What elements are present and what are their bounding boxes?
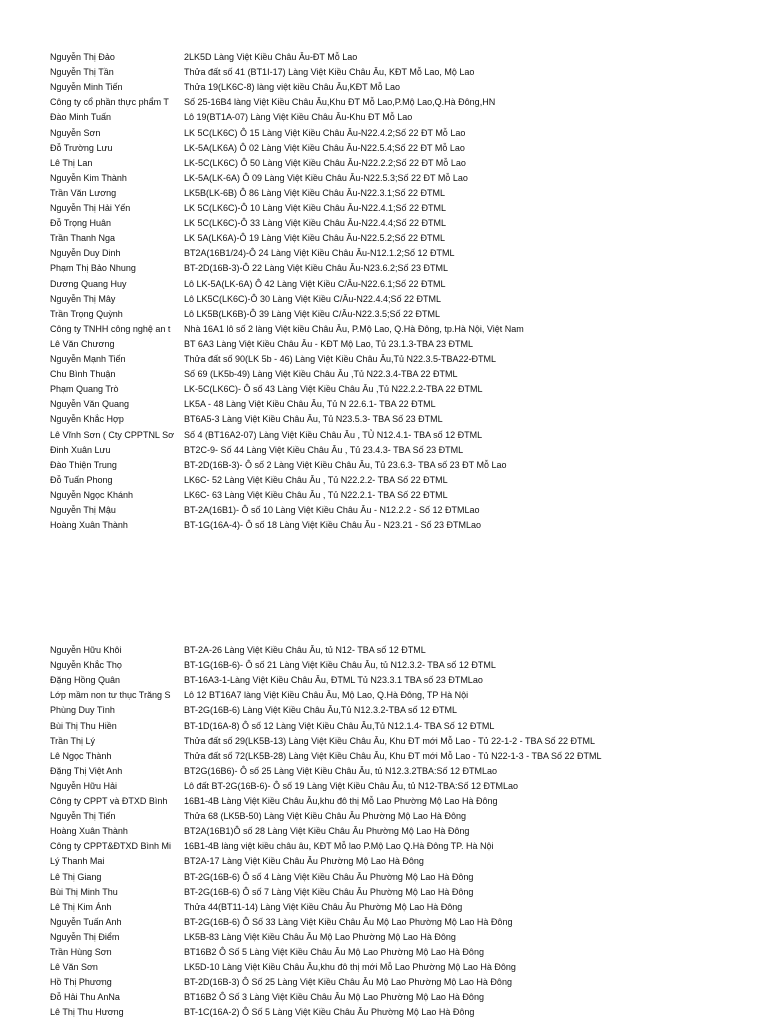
record-row [0, 248, 768, 262]
record-row [0, 781, 768, 795]
customer-name: Nguyễn Hữu Khôi [50, 645, 122, 655]
record-row [0, 218, 768, 232]
record-row [0, 705, 768, 719]
customer-name: Nguyễn Thị Tiến [50, 811, 116, 822]
customer-address: BT2G(16B6)- Ô số 25 Làng Việt Kiều Châu Âu, tủ N12.3.2TBA:Số 12 ĐTMLao [184, 765, 498, 776]
customer-name: Đinh Xuân Lưu [50, 444, 111, 455]
record-row [0, 645, 768, 659]
customer-name: Đỗ Trọng Huân [50, 218, 112, 229]
record-row [0, 841, 768, 855]
record-row [0, 82, 768, 96]
record-row [0, 932, 768, 946]
record-row [0, 233, 768, 247]
customer-address: Thửa đất số 72(LK5B-28) Làng Việt Kiều Châu Âu, Khu ĐT mới Mỗ Lao - Tủ N22-1-3 - TBA Số 22 ĐTML [184, 750, 602, 761]
customer-address: LK 5C(LK6C)-Ô 10 Làng Việt Kiều Châu Âu-N22.4.1;Số 22 ĐTML [184, 203, 446, 213]
customer-name: Công ty CPPT và ĐTXD Bình [50, 796, 168, 806]
customer-address: BT 6A3 Làng Việt Kiều Châu Âu - KĐT Mộ Lao, Tủ 23.1.3-TBA 23 ĐTML [184, 338, 473, 349]
record-row [0, 369, 768, 383]
customer-address: LK5D-10 Làng Việt Kiều Châu Âu,khu đô thị mới Mỗ Lao Phường Mộ Lao Hà Đông [184, 962, 516, 973]
record-row [0, 721, 768, 735]
record-row [0, 279, 768, 293]
customer-name: Nguyễn Văn Quang [50, 399, 130, 410]
customer-address: LK-5A(LK-6A) Ô 09 Làng Việt Kiều Châu Âu-N22.5.3;Số 22 ĐT Mỗ Lao [184, 172, 468, 183]
record-row [0, 992, 768, 1006]
customer-address: BT-2D(16B-3) Ô Số 25 Làng Việt Kiều Châu Âu Mộ Lao Phường Mộ Lao Hà Đông [184, 977, 512, 988]
record-row [0, 475, 768, 489]
customer-address: BT-2D(16B-3)-Ô 22 Làng Việt Kiều Châu Âu-N23.6.2;Số 23 ĐTML [184, 263, 448, 274]
record-row [0, 112, 768, 126]
record-row [0, 826, 768, 840]
customer-address: LK 5A(LK6A)-Ô 19 Làng Việt Kiều Châu Âu-N22.5.2;Số 22 ĐTML [184, 233, 445, 244]
customer-name: Nguyễn Thị Mây [50, 293, 116, 304]
customer-name: Bùi Thị Minh Thu [50, 886, 118, 897]
customer-name: Nguyễn Tuấn Anh [50, 916, 122, 927]
customer-address: BT-1D(16A-8) Ô số 12 Làng Việt Kiều Châu Âu,Tủ N12.1.4- TBA Số 12 ĐTML [184, 720, 495, 731]
customer-address: Lô LK5C(LK6C)-Ô 30 Làng Việt Kiều C/Âu-N22.4.4;Số 22 ĐTML [184, 293, 441, 304]
record-row [0, 856, 768, 870]
customer-address: BT-1C(16A-2) Ô Số 5 Làng Việt Kiều Châu Âu Phường Mộ Lao Hà Đông [184, 1007, 475, 1018]
customer-name: Nguyễn Duy Dinh [50, 248, 121, 259]
record-row [0, 675, 768, 689]
customer-address: LK-5A(LK6A) Ô 02 Làng Việt Kiều Châu Âu-N22.5.4;Số 22 ĐT Mỗ Lao [184, 142, 465, 153]
record-row [0, 977, 768, 991]
customer-address: BT-1G(16A-4)- Ô số 18 Làng Việt Kiều Châu Âu - N23.21 - Số 23 ĐTMLao [184, 520, 481, 531]
customer-address: BT16B2 Ô Số 3 Làng Việt Kiều Châu Âu Mộ Lao Phường Mộ Lao Hà Đông [184, 992, 484, 1003]
customer-address: BT2A-17 Làng Việt Kiều Châu Âu Phường Mộ Lao Hà Đông [184, 856, 424, 867]
customer-name: Nguyễn Kim Thành [50, 172, 127, 183]
customer-address: 16B1-4B Làng Việt Kiều Châu Âu,khu đô thị Mỗ Lao Phường Mộ Lao Hà Đông [184, 796, 498, 806]
record-row [0, 97, 768, 111]
customer-name: Phạm Thị Bảo Nhung [50, 263, 136, 274]
customer-name: Trần Thị Lý [50, 735, 96, 746]
record-row [0, 505, 768, 519]
customer-name: Đặng Hồng Quân [50, 675, 121, 686]
customer-address: Nhà 16A1 lô số 2 làng Việt kiều Châu Âu, P.Mộ Lao, Q.Hà Đông, tp.Hà Nội, Việt Nam [184, 323, 524, 334]
customer-name: Công ty cổ phần thực phẩm T [50, 97, 169, 108]
customer-address: BT-2G(16B-6) Làng Việt Kiều Châu Âu,Tủ N12.3.2-TBA số 12 ĐTML [184, 705, 457, 716]
customer-address: LK 5C(LK6C)-Ô 33 Làng Việt Kiều Châu Âu-N22.4.4;Số 22 ĐTML [184, 218, 446, 229]
customer-name: Lê Thị Lan [50, 157, 93, 168]
customer-name: Nguyễn Ngọc Khánh [50, 489, 134, 500]
customer-name: Nguyễn Thị Hải Yến [50, 203, 131, 213]
record-row [0, 143, 768, 157]
record-row [0, 872, 768, 886]
customer-name: Dương Quang Huy [50, 278, 127, 289]
record-row [0, 384, 768, 398]
customer-name: Đỗ Hải Thu AnNa [50, 992, 120, 1003]
customer-address: Thửa đất số 41 (BT1I-17) Làng Việt Kiều Châu Âu, KĐT Mỗ Lao, Mộ Lao [184, 67, 475, 78]
customer-address: BT-2D(16B-3)- Ô số 2 Làng Việt Kiều Châu Âu, Tủ 23.6.3- TBA số 23 ĐT Mỗ Lao [184, 459, 507, 470]
customer-name: Hoàng Xuân Thành [50, 826, 128, 837]
customer-name: Trần Văn Lương [50, 187, 117, 198]
customer-name: Hồ Thị Phương [50, 977, 112, 988]
record-row [0, 520, 768, 534]
record-row [0, 947, 768, 961]
record-row [0, 399, 768, 413]
record-row [0, 766, 768, 780]
record-row [0, 751, 768, 765]
customer-name: Lê Thị Kim Ánh [50, 901, 112, 912]
customer-name: Nguyễn Khắc Hợp [50, 414, 124, 425]
customer-address: BT2A(16B1/24)-Ô 24 Làng Việt Kiều Châu Âu-N12.1.2;Số 12 ĐTML [184, 248, 455, 259]
record-row [0, 188, 768, 202]
record-row [0, 52, 768, 66]
record-row [0, 962, 768, 976]
record-row [0, 414, 768, 428]
customer-address: LK5B-83 Làng Việt Kiều Châu Âu Mộ Lao Phường Mộ Lao Hà Đông [184, 931, 456, 942]
customer-address: Số 69 (LK5b-49) Làng Việt Kiều Châu Âu ,Tủ N22.3.4-TBA 22 ĐTML [184, 369, 458, 380]
record-row [0, 1007, 768, 1021]
customer-address: Lô LK-5A(LK-6A) Ô 42 Làng Việt Kiều C/Âu-N22.6.1;Số 22 ĐTML [184, 278, 446, 289]
customer-name: Lê Văn Sơn [50, 962, 98, 973]
customer-name: Nguyễn Thị Mậu [50, 505, 116, 515]
record-row [0, 660, 768, 674]
customer-address: BT-1G(16B-6)- Ô số 21 Làng Việt Kiều Châu Âu, tủ N12.3.2- TBA số 12 ĐTML [184, 660, 496, 671]
record-row [0, 203, 768, 217]
customer-address: Thửa 19(LK6C-8) làng việt kiều Châu Âu,KĐT Mỗ Lao [184, 82, 400, 93]
record-row [0, 796, 768, 810]
record-row [0, 128, 768, 142]
record-row [0, 887, 768, 901]
record-row [0, 294, 768, 308]
record-row [0, 690, 768, 704]
customer-address: LK5B(LK-6B) Ô 86 Làng Việt Kiều Châu Âu-N22.3.1;Số 22 ĐTML [184, 187, 445, 198]
customer-name: Lê Thị Thu Hương [50, 1007, 124, 1018]
customer-name: Hoàng Xuân Thành [50, 520, 128, 531]
customer-name: Lớp mầm non tư thục Trăng S [50, 690, 171, 701]
customer-address: BT-2G(16B-6) Ô số 7 Làng Việt Kiều Châu Âu Phường Mộ Lao Hà Đông [184, 886, 474, 897]
customer-name: Nguyễn Minh Tiến [50, 82, 123, 93]
record-row [0, 917, 768, 931]
customer-address: BT-2A-26 Làng Việt Kiều Châu Âu, tủ N12- TBA số 12 ĐTML [184, 645, 426, 655]
customer-name: Lê Văn Chương [50, 338, 115, 349]
customer-name: Đào Minh Tuấn [50, 112, 112, 123]
record-row [0, 309, 768, 323]
customer-address: BT-2G(16B-6) Ô số 4 Làng Việt Kiều Châu Âu Phường Mộ Lao Hà Đông [184, 871, 474, 882]
customer-address: BT2A(16B1)Ô số 28 Làng Việt Kiều Châu Âu Phường Mộ Lao Hà Đông [184, 826, 470, 837]
customer-address: BT-16A3-1-Làng Việt Kiều Châu Âu, ĐTML Tủ N23.3.1 TBA số 23 ĐTMLao [184, 675, 483, 686]
record-row [0, 324, 768, 338]
customer-address: BT2C-9- Số 44 Làng Việt Kiều Châu Âu , Tủ 23.4.3- TBA Số 23 ĐTML [184, 444, 464, 455]
customer-address: BT6A5-3 Làng Việt Kiều Châu Âu, Tủ N23.5.3- TBA Số 23 ĐTML [184, 414, 443, 425]
customer-name: Phạm Quang Trò [50, 384, 119, 395]
customer-address: LK6C- 63 Làng Việt Kiều Châu Âu , Tủ N22.2.1- TBA Số 22 ĐTML [184, 489, 448, 500]
customer-address: Lô đất BT-2G(16B-6)- Ô số 19 Làng Việt Kiều Châu Âu, tủ N12-TBA:Số 12 ĐTMLao [184, 780, 519, 791]
customer-address: Lô 19(BT1A-07) Làng Việt Kiều Châu Âu-Khu ĐT Mỗ Lao [184, 112, 413, 123]
customer-address: BT-2G(16B-6) Ô Số 33 Làng Việt Kiều Châu Âu Mộ Lao Phường Mộ Lao Hà Đông [184, 916, 513, 927]
customer-address: Số 4 (BT16A2-07) Làng Việt Kiều Châu Âu , TỦ N12.4.1- TBA số 12 ĐTML [184, 429, 483, 440]
record-row [0, 173, 768, 187]
customer-name: Công ty TNHH công nghệ an t [50, 323, 171, 334]
customer-name: Đặng Thị Việt Anh [50, 765, 123, 776]
customer-name: Nguyễn Sơn [50, 127, 101, 138]
customer-name: Công ty CPPT&ĐTXD Bình Mi [50, 841, 172, 852]
record-row [0, 445, 768, 459]
record-row [0, 490, 768, 504]
customer-address: Lô 12 BT16A7 làng Việt Kiều Châu Âu, Mộ Lao, Q.Hà Đông, TP Hà Nội [184, 690, 469, 701]
customer-address: LK-5C(LK6C)- Ô số 43 Làng Việt Kiều Châu Âu ,Tủ N22.2.2-TBA 22 ĐTML [184, 384, 483, 395]
customer-address: 2LK5D Làng Việt Kiều Châu Âu-ĐT Mỗ Lao [184, 52, 358, 62]
customer-address: BT16B2 Ô Số 5 Làng Việt Kiều Châu Âu Mộ Lao Phường Mộ Lao Hà Đông [184, 947, 484, 957]
customer-name: Lý Thanh Mai [50, 856, 105, 867]
record-row [0, 811, 768, 825]
record-row [0, 736, 768, 750]
customer-address: Thửa đất số 29(LK5B-13) Làng Việt Kiều Châu Âu, Khu ĐT mới Mỗ Lao - Tủ 22-1-2 - TBA Số 22 ĐTML [184, 735, 595, 746]
customer-name: Nguyễn Thị Điểm [50, 931, 120, 942]
record-row [0, 158, 768, 172]
customer-name: Lê Vĩnh Sơn ( Cty CPPTNL Sơ [50, 429, 175, 440]
customer-name: Trần Trọng Quỳnh [50, 308, 123, 319]
record-row [0, 902, 768, 916]
customer-address: LK5A - 48 Làng Việt Kiều Châu Âu, Tủ N 22.6.1- TBA 22 ĐTML [184, 399, 436, 410]
customer-name: Lê Ngọc Thành [50, 750, 112, 761]
customer-address: LK6C- 52 Làng Việt Kiều Châu Âu , Tủ N22.2.2- TBA Số 22 ĐTML [184, 474, 448, 485]
record-row [0, 430, 768, 444]
customer-address: Lô LK5B(LK6B)-Ô 39 Làng Việt Kiều C/Âu-N22.3.5;Số 22 ĐTML [184, 308, 440, 319]
customer-name: Nguyễn Khắc Thọ [50, 660, 122, 671]
customer-address: LK-5C(LK6C) Ô 50 Làng Việt Kiều Châu Âu-N22.2.2;Số 22 ĐT Mỗ Lao [184, 157, 466, 168]
customer-name: Đỗ Trường Lưu [50, 142, 113, 153]
customer-address: Số 25-16B4 làng Việt Kiều Châu Âu,Khu ĐT Mỗ Lao,P.Mộ Lao,Q.Hà Đông,HN [184, 97, 496, 108]
customer-name: Đỗ Tuấn Phong [50, 474, 113, 485]
customer-address: Thửa 68 (LK5B-50) Làng Việt Kiều Châu Âu Phường Mộ Lao Hà Đông [184, 811, 466, 822]
customer-name: Nguyễn Mạnh Tiến [50, 354, 126, 364]
record-row [0, 339, 768, 353]
customer-name: Lê Thị Giang [50, 871, 102, 882]
record-row [0, 354, 768, 368]
customer-name: Nguyễn Thị Đảo [50, 52, 115, 62]
customer-name: Nguyễn Thị Tần [50, 67, 114, 78]
customer-name: Đào Thiện Trung [50, 459, 117, 470]
record-row [0, 460, 768, 474]
record-row [0, 263, 768, 277]
customer-address: 16B1-4B làng việt kiều châu âu, KĐT Mỗ lao P.Mộ Lao Q.Hà Đông TP. Hà Nội [184, 841, 494, 852]
customer-name: Nguyễn Hữu Hải [50, 780, 118, 791]
customer-address: Thửa đất số 90(LK 5b - 46) Làng Việt Kiều Châu Âu,Tủ N22.3.5-TBA22-ĐTML [184, 354, 497, 364]
customer-name: Phùng Duy Tình [50, 705, 115, 716]
customer-address: BT-2A(16B1)- Ô số 10 Làng Việt Kiều Châu Âu - N12.2.2 - Số 12 ĐTMLao [184, 505, 480, 515]
customer-name: Trần Thanh Nga [50, 233, 116, 244]
customer-address: LK 5C(LK6C) Ô 15 Làng Việt Kiều Châu Âu-N22.4.2;Số 22 ĐT Mỗ Lao [184, 127, 466, 138]
customer-name: Trần Hùng Sơn [50, 947, 112, 957]
customer-address: Thửa 44(BT11-14) Làng Việt Kiều Châu Âu Phường Mộ Lao Hà Đông [184, 901, 463, 912]
customer-name: Chu Bình Thuận [50, 369, 116, 380]
record-row [0, 67, 768, 81]
customer-name: Bùi Thị Thu Hiền [50, 720, 117, 731]
